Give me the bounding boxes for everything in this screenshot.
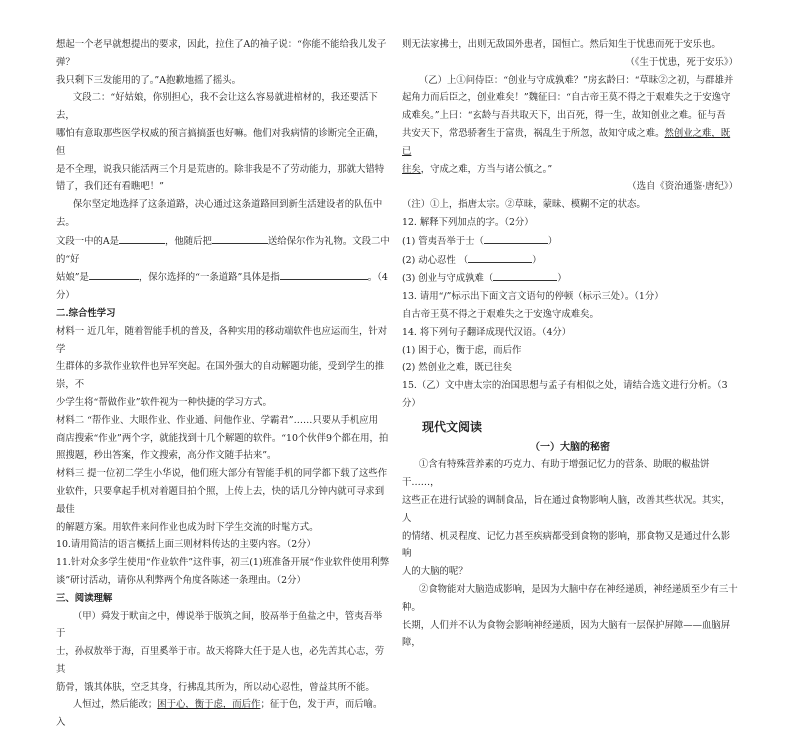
q9-text-a: 文段一中的A是	[56, 235, 120, 247]
question-14-item: (2) 然创业之难，既已往矣	[402, 362, 513, 374]
material-3: 的解题方案。用软件来问作业也成为时下学生交流的时髦方式。	[56, 521, 319, 533]
q12-1-answer[interactable]	[484, 232, 548, 244]
q9-text-e: ，保尔选择的“一条道路”具体是指	[138, 272, 280, 284]
passage-jia-cont: 则无法家拂士，出则无敌国外患者，国恒亡。然后知生于忧患而死于安乐也。	[402, 39, 721, 50]
source-jia: （《生于忧患，死于安乐》）	[625, 56, 738, 68]
text-line: 文段二：“好姑娘，你别担心，我不会让这么容易就进棺材的，我还要活下去，	[56, 92, 378, 122]
q9-text-f: 。（4分）	[56, 272, 388, 302]
question-12-item	[402, 232, 738, 251]
modern-reading-title: 现代文阅读	[422, 419, 483, 434]
q12-3-answer[interactable]	[493, 269, 557, 281]
jia-text: 人恒过，然后能改；	[72, 699, 158, 711]
text-line: 想起一个老早就想提出的要求，因此，拉住了A的袖子说：“你能不能给我儿发子弹？	[56, 39, 387, 68]
q12-2-answer[interactable]	[468, 251, 532, 263]
passage-jia: 士，孙叔敖举于海，百里奚举于市。故天将降大任于是人也，必先苦其心志，劳其	[56, 646, 385, 675]
question-12-item	[402, 251, 738, 270]
question-9-line1	[56, 232, 390, 269]
material-3: 业软件，只要拿起手机对着题目拍个照，上传上去，快的话几分钟内就可寻求到最佳	[56, 485, 385, 515]
material-1: 生群体的多款作业软件也异军突起。在国外强大的自动解题功能，受到学生的推崇，不	[56, 361, 385, 391]
passage-jia	[56, 696, 390, 732]
q9-blank-1[interactable]	[119, 232, 165, 244]
question-12-item	[402, 269, 738, 288]
material-2: 照搜题，秒出答案，作文搜索，高分作文随手拈来”。	[56, 450, 277, 462]
article-title: （一）大脑的秘密	[530, 441, 610, 453]
underlined-sentence: 困于心，衡于虑，而后作	[157, 699, 261, 711]
text-line: 我只剩下三发能用的了。”A抱歉地摇了摇头。	[56, 74, 241, 86]
paren-close: ）	[532, 254, 542, 266]
question-12: 12. 解释下列加点的字。（2分）	[402, 216, 534, 228]
article-paragraph: 的情绪、机灵程度、记忆力甚至疾病都受到食物的影响，那食物又是通过什么影响	[402, 530, 731, 560]
passage-yi	[402, 161, 738, 179]
passage-jia: 筋骨，饿其体肤，空乏其身，行拂乱其所为，所以动心忍性，曾益其所不能。	[56, 681, 375, 693]
passage-jia: （甲）舜发于畎亩之中，傅说举于版筑之间，胶鬲举于鱼盐之中，管夷吾举于	[56, 610, 383, 640]
q12-2-text: (2) 动心忍性 （	[402, 254, 469, 266]
jia-text: ；征于色，发于声，而后喻。入	[56, 699, 383, 729]
question-10: 10.请用简洁的语言概括上面三则材料传达的主要内容。（2分）	[56, 539, 316, 551]
section-2-title: 二.综合性学习	[56, 307, 116, 319]
material-2: 商店搜索“作业”两个字，就能找到十几个解题的软件。“10个伙伴9个都在用，拍	[56, 432, 389, 444]
question-11: 11.针对众多学生使用“作业软件”这件事，初三(1)班准备开展“作业软件使用利弊	[56, 557, 390, 569]
question-14: 14. 将下列句子翻译成现代汉语。（4分）	[402, 326, 572, 338]
passage-yi	[402, 125, 738, 161]
q9-text-c: 送给保尔作为礼物。文段二中的“好	[56, 235, 390, 265]
q12-3-text: (3) 创业与守成孰难（	[402, 273, 494, 285]
q9-blank-2[interactable]	[212, 232, 268, 244]
question-15: 15.（乙）文中唐太宗的治国思想与孟子有相似之处，请结合选文进行分析。（3	[402, 380, 728, 392]
q9-text-b: ，他随后把	[165, 235, 212, 247]
article-paragraph: 这些正在进行试验的调制食品，旨在通过食物影响人脑，改善其些状况。其实，人	[402, 494, 731, 524]
question-13: 13. 请用“/”标示出下面文言文语句的停顿（标示三处）。（1分）	[402, 291, 664, 303]
yi-text: ，守成之难，方当与诸公慎之。”	[420, 163, 553, 175]
article-paragraph: 人的大脑的呢？	[402, 566, 468, 578]
article-paragraph: ①含有特殊营养素的巧克力、有助于增强记忆力的营条、助眠的椒盐饼干……，	[402, 459, 710, 489]
q9-text-d: 姑娘”是	[56, 272, 89, 284]
material-2: 材料二 “帮作业、大眼作业、作业通、问他作业、学霸君”……只要从手机应用	[56, 414, 378, 426]
text-line: 哪怕有意取那些医学权威的预言搞搞蛋也好嘛。他们对我病情的诊断完全正确，但	[56, 127, 385, 157]
q12-1-text: (1) 管夷吾举于士（	[402, 235, 484, 247]
material-3: 材料三 提一位初二学生小华说，他们班大部分有智能手机的同学都下载了这些作	[56, 468, 388, 480]
left-column	[56, 36, 390, 732]
section-3-title: 三、阅读理解	[56, 592, 113, 604]
text-line: 保尔坚定地选择了这条道路，决心通过这条道路回到新生活建设者的队伍中去。	[56, 199, 383, 228]
q9-blank-3[interactable]	[89, 268, 139, 280]
paren-close: ）	[547, 235, 558, 247]
annotation-note: （注）①上，指唐太宗。②草昧，蒙昧、模糊不定的状态。	[402, 199, 646, 211]
material-1: 少学生将“帮做作业”软件视为一种快捷的学习方式。	[56, 396, 272, 408]
underlined-sentence: 往矣	[402, 163, 421, 175]
q9-blank-4[interactable]	[280, 268, 368, 280]
question-13-sentence: 自古帝王莫不得之于艰难失之于安逸守成难矣。	[402, 308, 599, 320]
passage-yi: 起角力而后臣之，创业难矣！”魏征曰：“自古帝王莫不得之于艰难失之于安逸守	[402, 92, 731, 104]
underlined-sentence: 然创业之难，既已	[402, 127, 731, 157]
question-15: 分）	[402, 397, 421, 409]
material-1: 材料一 近几年，随着智能手机的普及，各种实用的移动端软件也应运而生，针对学	[56, 325, 388, 355]
passage-yi: 成难矣。”上曰：“玄龄与吾共取天下，出百死，得一生，故知创业之难。征与吾	[402, 110, 726, 122]
yi-text: 共安天下，常恐骄奢生于富贵，祸乱生于所忽，故知守成之难。	[402, 127, 665, 139]
passage-yi: （乙）上①问侍臣：“创业与守成孰难？”房玄龄曰：“草昧②之初，与群雄并	[418, 74, 734, 86]
source-yi: （选自《资治通鉴·唐纪》）	[627, 181, 738, 193]
paren-close: ）	[557, 273, 567, 285]
question-11: 谈”研讨活动，请你从利弊两个角度各陈述一条理由。（2分）	[56, 574, 306, 586]
question-9-line2	[56, 268, 390, 305]
question-14-item: (1) 困于心，衡于虑，而后作	[402, 344, 522, 356]
text-line: 是不全理，说我只能活两三个月是荒唐的。除非我是不了劳动能力，那就大错特错了，我们还有看瞧吧！”	[56, 163, 385, 193]
article-paragraph: ②食物能对大脑造成影响，是因为大脑中存在神经递质，神经递质至少有三十种。	[402, 583, 738, 613]
article-paragraph: 长期，人们并不认为食物会影响神经递质，因为大脑有一层保护屏障——血脑屏障，	[402, 619, 731, 649]
